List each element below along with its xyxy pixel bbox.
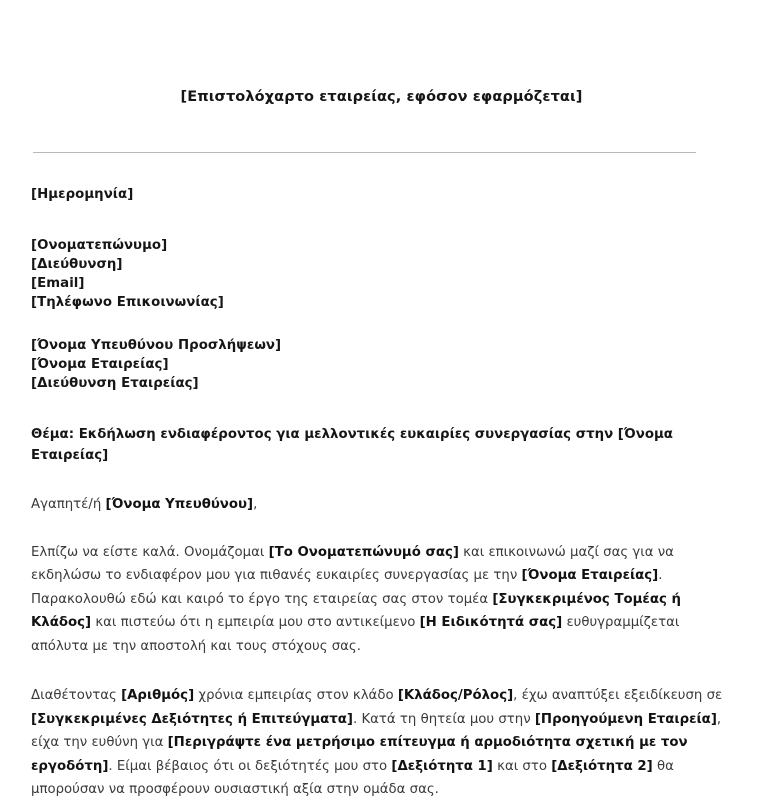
placeholder-token: [Κλάδος/Ρόλος] [397,688,514,704]
body-text-run: . Παρακολουθώ εδώ και καιρό το έργο της εταιρείας σας στον τομέα [31,568,663,607]
body-text-run: . Κατά τη θητεία μου στην [352,711,535,727]
body-text-run: Ελπίζω να είστε καλά. Ονομάζομαι [31,544,269,560]
placeholder-token: [Το Ονοματεπώνυμό σας] [268,544,459,560]
date-block [31,185,732,204]
body-text-run: ευθυγραμμίζεται απόλυτα με την αποστολή και τους στόχους σας. [31,615,680,654]
body-text-run: και πιστεύω ότι η εμπειρία μου στο αντικείμενο [91,615,420,631]
paragraph-intro [31,541,732,659]
body-text-run: και επικοινωνώ μαζί σας για να εκδηλώσω το ενδιαφέρον μου για πιθανές ευκαιρίες συνεργασίας με την [31,544,674,584]
recipient-address: [Διεύθυνση Εταιρείας] [31,375,199,391]
sender-email: [Email] [31,275,85,291]
placeholder-token: [Συγκεκριμένες Δεξιότητες ή Επιτεύγματα] [31,711,353,727]
body-text-run: θα μπορούσαν να προσφέρουν ουσιαστική αξία στην ομάδα σας. [31,758,674,798]
placeholder-token: [Δεξιότητα 1] [391,758,493,774]
letterhead-placeholder: [Επιστολόχαρτο εταιρείας, εφόσον εφαρμόζεται] [180,89,583,105]
salutation-suffix: , [253,496,258,512]
body-text-run: , είχα την ευθύνη για [31,711,722,751]
date-placeholder: [Ημερομηνία] [31,186,134,202]
body-text-run: Διαθέτοντας [31,688,122,704]
header-divider [33,152,696,153]
recipient-address-block [31,336,732,393]
body-text-run: και στο [492,758,552,774]
sender-name: [Ονοματεπώνυμο] [31,237,168,253]
placeholder-token: [Συγκεκριμένος Τομέας ή Κλάδος] [31,591,681,631]
body-text-run: . Είμαι βέβαιος ότι οι δεξιότητές μου στο [108,758,392,774]
salutation-prefix: Αγαπητέ/ή [31,496,106,512]
sender-address: [Διεύθυνση] [31,256,123,272]
placeholder-token: [Δεξιότητα 2] [551,758,653,774]
recipient-contact-name: [Όνομα Υπευθύνου Προσλήψεων] [31,337,282,353]
placeholder-token: [Όνομα Εταιρείας] [521,568,659,584]
body-text-run: χρόνια εμπειρίας στον κλάδο [194,688,398,704]
sender-address-block [31,236,732,312]
placeholder-token: [Αριθμός] [121,688,195,704]
subject-line: Θέμα: Εκδήλωση ενδιαφέροντος για μελλοντικές ευκαιρίες συνεργασίας στην [Όνομα Εταιρείας] [31,426,673,463]
paragraph-experience [31,684,732,802]
salutation-placeholder: [Όνομα Υπευθύνου] [105,496,254,512]
salutation-line [31,494,732,515]
placeholder-token: [Η Ειδικότητά σας] [419,615,563,631]
placeholder-token: [Προηγούμενη Εταιρεία] [534,711,717,727]
body-text-run: , έχω αναπτύξει εξειδίκευση σε [513,688,723,704]
recipient-company: [Όνομα Εταιρείας] [31,356,169,372]
sender-phone: [Τηλέφωνο Επικοινωνίας] [31,294,224,310]
placeholder-token: [Περιγράψτε ένα μετρήσιμο επίτευγμα ή αρμοδιότητα σχετική με τον εργοδότη] [31,735,688,774]
